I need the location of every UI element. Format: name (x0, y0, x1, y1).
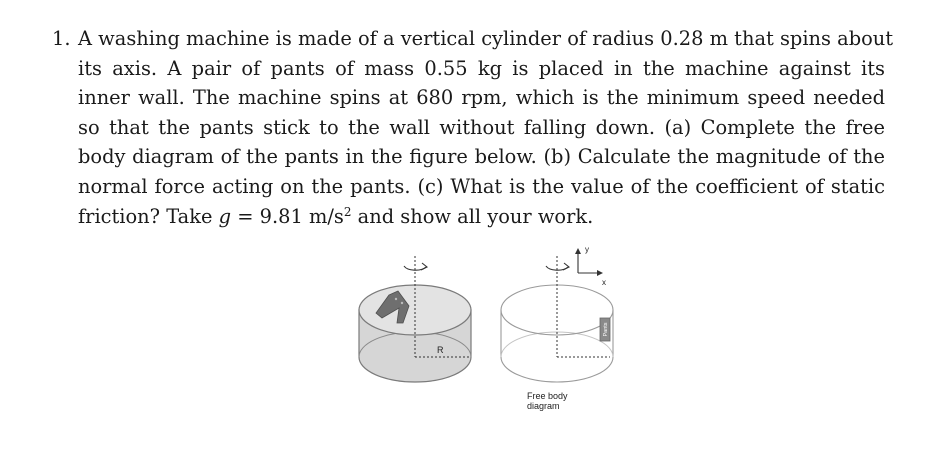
pants-label: Pants (603, 322, 609, 337)
line-7-prefix: friction? Take (78, 204, 219, 228)
problem-number: 1. (52, 27, 71, 50)
equals-sign: = (231, 204, 260, 228)
problem-line-3: inner wall. The machine spins at 680 rpm, which is the minimum speed needed (78, 86, 885, 110)
y-arrowhead-icon (575, 248, 581, 254)
x-arrowhead-icon (597, 270, 603, 276)
x-axis-label: x (602, 278, 606, 287)
unit-exponent: 2 (343, 204, 352, 219)
caption-line-1: Free body (527, 391, 568, 401)
radius-label: R (437, 345, 444, 355)
coordinate-axes (575, 245, 606, 287)
caption-line-2: diagram (527, 401, 560, 411)
y-axis-label: y (585, 245, 589, 254)
problem-line-2: its axis. A pair of pants of mass 0.55 kg is placed in the machine against its (78, 56, 885, 80)
problem-line-4: so that the pants stick to the wall without falling down. (a) Complete the free (78, 115, 885, 139)
problem-line-5: body diagram of the pants in the figure below. (b) Calculate the magnitude of the (78, 145, 885, 169)
g-value: 9.81 (259, 204, 303, 228)
problem-line-6: normal force acting on the pants. (c) What is the value of the coefficient of static (78, 175, 885, 198)
g-unit: m/s (302, 204, 344, 228)
line-7-suffix: and show all your work. (351, 204, 594, 228)
problem-line-1: A washing machine is made of a vertical cylinder of radius 0.28 m that spins about (78, 27, 894, 50)
g-symbol: g (218, 204, 232, 228)
